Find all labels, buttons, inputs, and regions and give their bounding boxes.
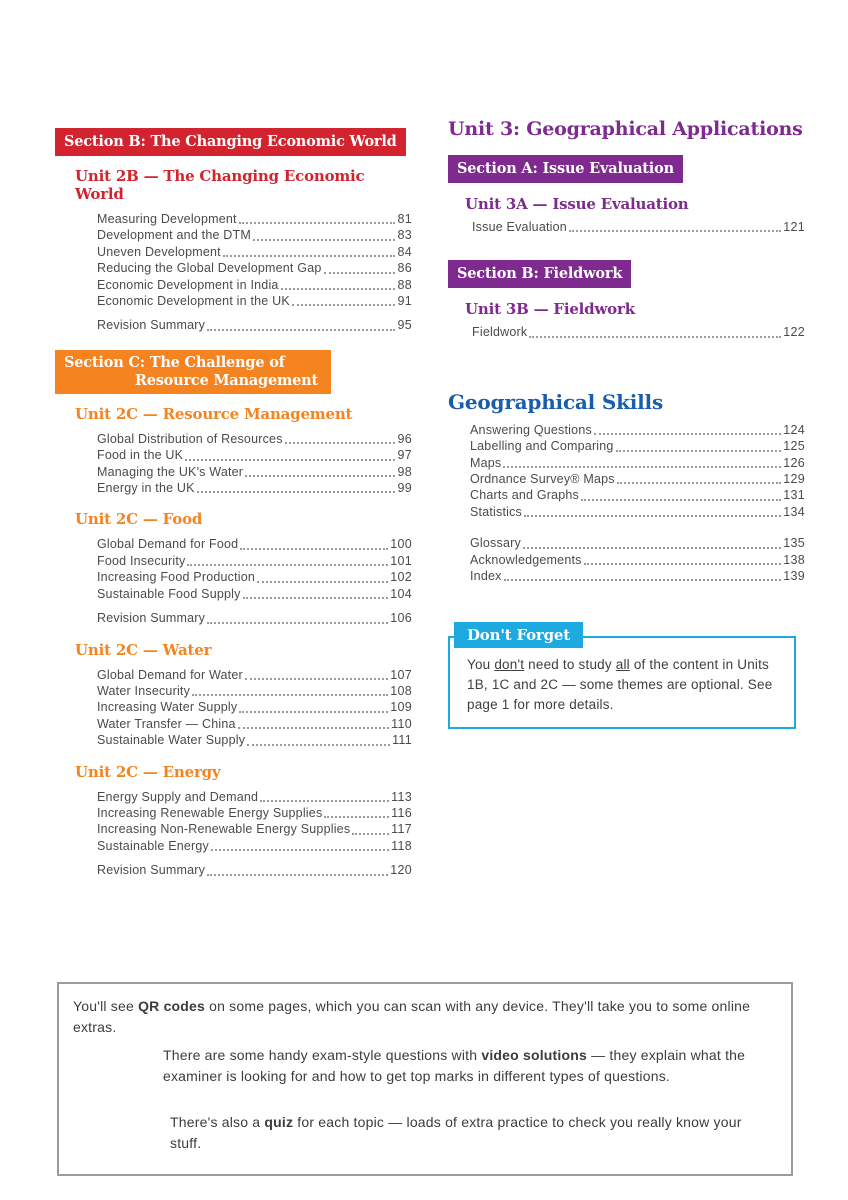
- toc-row: [97, 447, 412, 463]
- unit-2b-toc-list: [97, 211, 412, 334]
- dotted-leader: [211, 849, 389, 851]
- toc-page-number: 139: [783, 569, 805, 584]
- toc-page-number: 122: [783, 325, 805, 340]
- skills-toc-list: [470, 422, 805, 520]
- dotted-leader: [253, 239, 396, 241]
- dont-forget-note: [448, 622, 805, 729]
- toc-row: [472, 324, 805, 340]
- toc-page-number: 91: [397, 294, 412, 309]
- toc-item-label: Glossary: [470, 536, 521, 551]
- dotted-leader: [197, 491, 396, 493]
- dotted-leader: [257, 581, 388, 583]
- toc-page-number: 125: [783, 439, 805, 454]
- toc-item-label: Increasing Non-Renewable Energy Supplies: [97, 822, 351, 837]
- section-c-banner: [55, 350, 331, 394]
- dotted-leader: [245, 475, 395, 477]
- unit-2c-water-block: [75, 641, 412, 749]
- dotted-leader: [504, 579, 782, 581]
- toc-item-label: Food Insecurity: [97, 553, 186, 568]
- toc-item-label: Sustainable Food Supply: [97, 586, 241, 601]
- toc-item-label: Food in the UK: [97, 448, 184, 463]
- dotted-leader: [243, 597, 389, 599]
- toc-item-label: Revision Summary: [97, 318, 206, 333]
- toc-page-number: 104: [390, 586, 412, 601]
- right-column: [448, 118, 805, 729]
- toc-page-number: 98: [397, 464, 412, 479]
- toc-page-number: 117: [391, 822, 412, 837]
- toc-item-label: Sustainable Water Supply: [97, 733, 246, 748]
- toc-item-label: Fieldwork: [472, 325, 528, 340]
- toc-item-label: Managing the UK's Water: [97, 464, 244, 479]
- toc-page-number: 121: [783, 220, 805, 234]
- toc-row: [97, 805, 412, 821]
- dotted-leader: [524, 515, 781, 517]
- dotted-leader: [581, 499, 781, 501]
- footer-info-box: [57, 982, 793, 1176]
- toc-row: [97, 536, 412, 552]
- toc-row: [97, 553, 412, 569]
- toc-item-label: Ordnance Survey® Maps: [470, 472, 615, 487]
- dotted-leader: [529, 336, 781, 338]
- unit-3b-block: [465, 300, 805, 340]
- dotted-leader: [594, 433, 781, 435]
- toc-row: [470, 471, 805, 487]
- toc-page-number: 138: [783, 552, 805, 567]
- dotted-leader: [503, 466, 781, 468]
- dotted-leader: [281, 288, 396, 290]
- toc-row: [97, 586, 412, 602]
- toc-page-number: 118: [391, 838, 412, 853]
- toc-item-label: Global Demand for Food: [97, 537, 239, 552]
- toc-item-label: Acknowledgements: [470, 552, 582, 567]
- toc-row: [97, 683, 412, 699]
- toc-item-label: Revision Summary: [97, 611, 206, 626]
- dotted-leader: [207, 329, 395, 331]
- toc-item-label: Labelling and Comparing: [470, 439, 614, 454]
- toc-item-label: Economic Development in India: [97, 277, 279, 292]
- dotted-leader: [292, 304, 396, 306]
- toc-item-label: Answering Questions: [470, 422, 592, 437]
- toc-row: [97, 569, 412, 585]
- dotted-leader: [324, 272, 396, 274]
- toc-page-number: 107: [390, 667, 412, 682]
- toc-page-number: 99: [397, 481, 412, 496]
- back-matter-toc-list: [470, 535, 805, 584]
- toc-row: [470, 438, 805, 454]
- toc-page-number: 101: [390, 553, 412, 568]
- toc-page-number: 124: [783, 422, 805, 437]
- unit-2c-resource-heading: Unit 2C — Resource Management: [75, 404, 353, 423]
- dotted-leader: [238, 727, 389, 729]
- toc-page-number: 81: [397, 212, 412, 226]
- toc-page-number: 86: [397, 261, 412, 276]
- toc-item-label: Global Demand for Water: [97, 667, 243, 682]
- unit-3b-heading: Unit 3B — Fieldwork: [465, 300, 635, 319]
- toc-page-number: 131: [783, 488, 805, 503]
- toc-row: [97, 716, 412, 732]
- unit-2c-water-heading: Unit 2C — Water: [75, 640, 212, 659]
- toc-page-number: 120: [390, 863, 412, 878]
- toc-page-number: 129: [783, 472, 805, 487]
- toc-item-label: Charts and Graphs: [470, 488, 580, 503]
- toc-page-number: 113: [391, 789, 412, 804]
- toc-item-label: Increasing Food Production: [97, 570, 256, 585]
- toc-item-label: Index: [470, 569, 502, 584]
- toc-row: [470, 552, 805, 568]
- toc-item-label: Water Insecurity: [97, 683, 191, 698]
- toc-item-label: Statistics: [470, 504, 523, 519]
- unit-3b-toc-list: [472, 324, 805, 340]
- dotted-leader: [584, 563, 782, 565]
- section-a-banner: Section A: Issue Evaluation: [448, 155, 683, 183]
- toc-item-label: Sustainable Energy: [97, 838, 210, 853]
- toc-row: [470, 487, 805, 503]
- toc-page-number: 96: [397, 431, 412, 446]
- footer-paragraph-qr-codes: You'll see QR codes on some pages, which you can scan with any device. They'll take you to some online extras.: [73, 998, 751, 1035]
- unit-3a-heading: Unit 3A — Issue Evaluation: [465, 195, 689, 213]
- toc-row: [97, 699, 412, 715]
- toc-row: [97, 431, 412, 447]
- toc-row: [470, 422, 805, 438]
- toc-row: [97, 789, 412, 805]
- toc-row: [470, 455, 805, 471]
- toc-item-label: Energy in the UK: [97, 481, 195, 496]
- dotted-leader: [616, 450, 782, 452]
- toc-row: [472, 219, 805, 235]
- toc-page-number: 111: [392, 733, 412, 748]
- toc-row: [97, 244, 412, 260]
- unit-2c-food-toc-list: [97, 536, 412, 626]
- section-b-fieldwork-banner: Section B: Fieldwork: [448, 260, 631, 288]
- toc-item-label: Uneven Development: [97, 244, 221, 259]
- toc-row: [97, 293, 412, 309]
- dotted-leader: [569, 230, 781, 232]
- dotted-leader: [239, 222, 396, 224]
- dotted-leader: [247, 744, 390, 746]
- unit-2c-resource-toc-list: [97, 431, 412, 497]
- toc-row: [97, 277, 412, 293]
- toc-page-number: 84: [397, 244, 412, 259]
- toc-item-label: Measuring Development: [97, 212, 237, 226]
- toc-page-number: 126: [783, 455, 805, 470]
- toc-item-label: Revision Summary: [97, 863, 206, 878]
- dotted-leader: [207, 622, 388, 624]
- toc-page-number: 95: [397, 318, 412, 333]
- toc-page-number: 100: [390, 537, 412, 552]
- toc-item-label: Development and the DTM: [97, 228, 251, 243]
- dotted-leader: [523, 547, 781, 549]
- footer-paragraph-video-solutions: There are some handy exam-style questions with video solutions — they explain what the examiner is looking for and how to get top marks in different types of questions.: [163, 1047, 746, 1084]
- toc-row: [97, 227, 412, 243]
- toc-row: [97, 260, 412, 276]
- toc-row: [97, 862, 412, 878]
- dotted-leader: [192, 694, 388, 696]
- toc-page-number: 134: [783, 504, 805, 519]
- dotted-leader: [245, 678, 388, 680]
- toc-item-label: Economic Development in the UK: [97, 294, 290, 309]
- toc-page-number: 106: [390, 611, 412, 626]
- geographical-skills-title: Geographical Skills: [448, 389, 663, 414]
- toc-page-number: 97: [397, 448, 412, 463]
- section-c-banner-line2: Resource Management: [134, 371, 318, 389]
- toc-page-number: 116: [391, 805, 412, 820]
- footer-paragraph-quiz: There's also a quiz for each topic — loads of extra practice to check you really know your stuff.: [170, 1114, 742, 1151]
- unit-2c-resource-block: [75, 405, 412, 497]
- toc-row: [97, 821, 412, 837]
- dont-forget-banner: Don't Forget: [454, 622, 583, 648]
- toc-item-label: Global Distribution of Resources: [97, 431, 283, 446]
- unit-2c-food-heading: Unit 2C — Food: [75, 510, 203, 529]
- toc-page-number: 102: [390, 570, 412, 585]
- toc-row: [97, 732, 412, 748]
- toc-page-number: 110: [391, 716, 412, 731]
- unit-2c-food-block: [75, 510, 412, 626]
- toc-row: [470, 504, 805, 520]
- toc-row: [97, 211, 412, 227]
- dotted-leader: [239, 711, 388, 713]
- toc-item-label: Maps: [470, 455, 502, 470]
- toc-item-label: Increasing Water Supply: [97, 700, 238, 715]
- toc-page-number: 88: [397, 277, 412, 292]
- toc-item-label: Reducing the Global Development Gap: [97, 261, 322, 276]
- section-b-banner: Section B: The Changing Economic World: [55, 128, 406, 156]
- dotted-leader: [352, 833, 389, 835]
- unit-2c-energy-heading: Unit 2C — Energy: [75, 762, 221, 781]
- toc-row: [97, 317, 412, 333]
- dotted-leader: [260, 800, 389, 802]
- unit-3a-toc-list: [472, 219, 805, 235]
- toc-row: [97, 464, 412, 480]
- toc-row: [470, 535, 805, 551]
- toc-item-label: Issue Evaluation: [472, 220, 567, 234]
- toc-item-label: Energy Supply and Demand: [97, 789, 259, 804]
- toc-row: [97, 667, 412, 683]
- toc-row: [97, 480, 412, 496]
- toc-page-number: 83: [397, 228, 412, 243]
- toc-page-number: 108: [390, 683, 412, 698]
- unit-2c-water-toc-list: [97, 667, 412, 749]
- dotted-leader: [324, 816, 389, 818]
- unit-2c-energy-toc-list: [97, 789, 412, 879]
- unit-3a-block: [465, 195, 805, 235]
- dotted-leader: [223, 255, 396, 257]
- dotted-leader: [187, 564, 388, 566]
- left-column: [55, 128, 412, 879]
- dotted-leader: [285, 442, 396, 444]
- dotted-leader: [617, 482, 782, 484]
- dont-forget-text: You don't need to study all of the content in Units 1B, 1C and 2C — some themes are optional. See page 1 for more details.: [448, 636, 796, 729]
- toc-item-label: Increasing Renewable Energy Supplies: [97, 805, 323, 820]
- unit-2b-block: [75, 167, 412, 334]
- toc-item-label: Water Transfer — China: [97, 716, 236, 731]
- dotted-leader: [207, 874, 388, 876]
- toc-page-number: 109: [390, 700, 412, 715]
- toc-page-number: 135: [783, 536, 805, 551]
- toc-row: [470, 568, 805, 584]
- toc-row: [97, 838, 412, 854]
- unit-2b-heading: Unit 2B — The Changing Economic World: [75, 167, 365, 203]
- unit-3-title: Unit 3: Geographical Applications: [448, 118, 803, 140]
- unit-2c-energy-block: [75, 763, 412, 879]
- toc-row: [97, 610, 412, 626]
- dotted-leader: [240, 548, 388, 550]
- dotted-leader: [185, 459, 395, 461]
- section-c-banner-line1: Section C: The Challenge of: [64, 353, 285, 371]
